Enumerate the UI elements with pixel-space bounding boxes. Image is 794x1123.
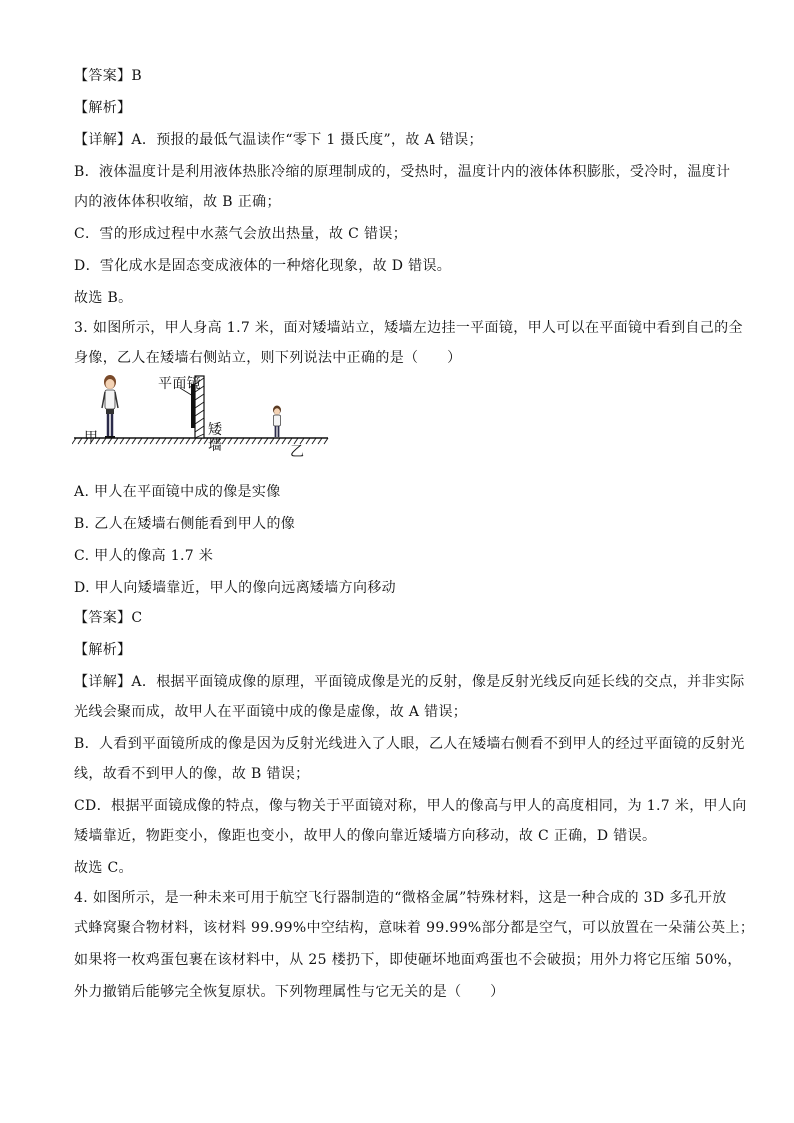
q3-detail-line2: 光线会聚而成，故甲人在平面镜中成的像是虚像，故 A 错误； [74, 704, 468, 720]
wall-label-2: 墙 [208, 438, 223, 454]
question4-stem-line3: 如果将一枚鸡蛋包裹在该材料中，从 25 楼扔下，即使砸坏地面鸡蛋也不会破损；用外力将它压缩 50%， [74, 952, 742, 968]
explanation-c: C．雪的形成过程中水蒸气会放出热量，故 C 错误； [74, 226, 408, 242]
person-a-figure [102, 375, 118, 438]
q3-b-line2: 线，故看不到甲人的像，故 B 错误； [74, 766, 310, 782]
option-c: C. 甲人的像高 1.7 米 [74, 548, 214, 564]
question3-stem-line2: 身像，乙人在矮墙右侧站立，则下列说法中正确的是（ ） [74, 350, 462, 366]
q3-cd-line2: 矮墙靠近，物距变小，像距也变小，故甲人的像向靠近矮墙方向移动，故 C 正确，D 错误。 [74, 828, 657, 844]
answer-label-c: 【答案】C [74, 610, 143, 626]
wall-label-1: 矮 [208, 422, 223, 438]
analysis-label-q3: 【解析】 [74, 642, 132, 658]
question4-stem-line2: 式蜂窝聚合物材料，该材料 99.99%中空结构，意味着 99.99%部分都是空气，可以放置在一朵蒲公英上； [74, 920, 755, 936]
person-a-label: 甲 [84, 430, 99, 446]
detail-line-a: 【详解】A．预报的最低气温读作“零下 1 摄氏度”，故 A 错误； [74, 132, 483, 148]
analysis-label: 【解析】 [74, 100, 132, 116]
person-b-label: 乙 [290, 444, 305, 460]
option-d: D. 甲人向矮墙靠近，甲人的像向远离矮墙方向移动 [74, 580, 397, 596]
question4-stem-line1: 4. 如图所示，是一种未来可用于航空飞行器制造的“微格金属”特殊材料，这是一种合成的 3D 多孔开放 [74, 890, 727, 906]
option-a: A. 甲人在平面镜中成的像是实像 [74, 484, 281, 500]
explanation-d: D．雪化成水是固态变成液体的一种熔化现象，故 D 错误。 [74, 258, 452, 274]
q3-detail-line1: 【详解】A．根据平面镜成像的原理，平面镜成像是光的反射，像是反射光线反向延长线的交点，并非实际 [74, 674, 745, 690]
option-b: B. 乙人在矮墙右侧能看到甲人的像 [74, 516, 296, 532]
explanation-b-line2: 内的液体体积收缩，故 B 正确； [74, 194, 281, 210]
person-b-figure [273, 406, 281, 438]
mirror-label: 平面镜 [158, 376, 202, 392]
q3-b-line1: B．人看到平面镜所成的像是因为反射光线进入了人眼，乙人在矮墙右侧看不到甲人的经过平面镜的反射光 [74, 736, 745, 752]
question3-stem-line1: 3. 如图所示，甲人身高 1.7 米，面对矮墙站立，矮墙左边挂一平面镜，甲人可以在平面镜中看到自己的全 [74, 320, 743, 336]
explanation-b-line1: B．液体温度计是利用液体热胀冷缩的原理制成的，受热时，温度计内的液体体积膨胀，受冷时，温度计 [74, 164, 731, 180]
answer-label-b: 【答案】B [74, 68, 143, 84]
q3-cd-line1: CD．根据平面镜成像的特点，像与物关于平面镜对称，甲人的像高与甲人的高度相同，为 1.7 米，甲人向 [74, 798, 747, 814]
conclusion-b: 故选 B。 [74, 290, 133, 306]
conclusion-c: 故选 C。 [74, 860, 133, 876]
question4-stem-line4: 外力撤销后能够完全恢复原状。下列物理属性与它无关的是（ ） [74, 984, 505, 1000]
